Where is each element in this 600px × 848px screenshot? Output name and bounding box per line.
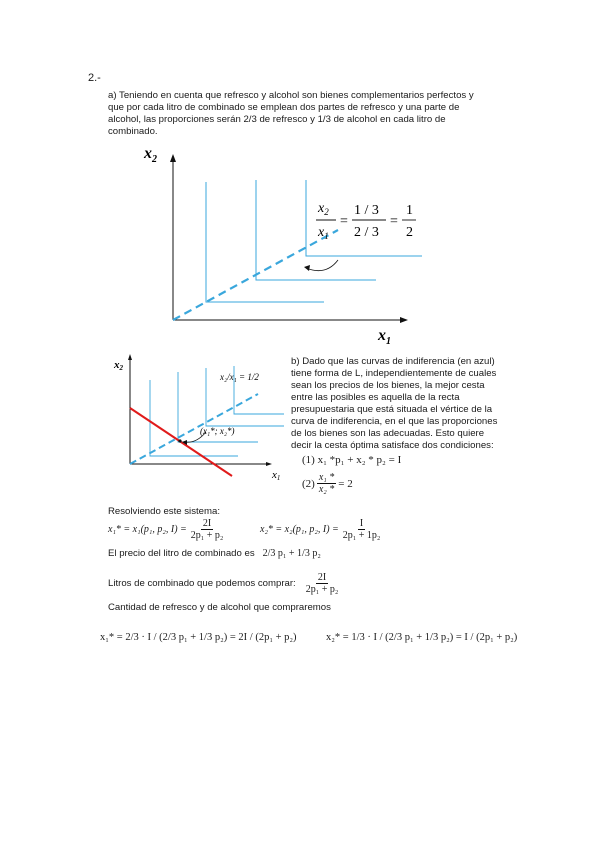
price-expression: 2/3 p₁ + 1/3 p₂ <box>262 548 321 559</box>
liters-line: Litros de combinado que podemos comprar: $\frac{2I}{\text{2p₁ + p₂}}$ <box>108 572 339 595</box>
graph1-x-arrow <box>400 317 408 323</box>
graph1-x-label: $x_1$ <box>378 327 391 347</box>
final-x2: x₂* = 1/3 · I / (2/3 p₁ + 1/3 p₂) = I / (2p₁ + p₂) <box>326 632 518 643</box>
price-line: El precio del litro de combinado es 2/3 p₁ + 1/3 p₂ <box>108 548 321 559</box>
part-a-line: alcohol, las proporciones serán 2/3 de refresco y 1/3 de alcohol en cada litro de <box>108 114 446 125</box>
graph1-frac3-den: 2 <box>406 225 413 240</box>
graph1-ratio-num: $x_2$ <box>318 201 329 217</box>
graph1-curved-arrow <box>306 260 338 271</box>
final-x1: x₁* = 2/3 · I / (2/3 p₁ + 1/3 p₂) = 2I / (2p₁ + p₂) <box>100 632 297 643</box>
part-a-line: combinado. <box>108 126 158 137</box>
part-b-line: b) Dado que las curvas de indiferencia (en azul) <box>291 356 495 367</box>
part-a-line: que por cada litro de combinado se emplean dos partes de refresco y una parte de <box>108 102 460 113</box>
graph1-indifference-curve-3 <box>306 180 422 256</box>
part-b-line: tiene forma de L, independientemente de cuales <box>291 368 497 379</box>
part-a-text <box>108 90 500 138</box>
part-b-text <box>291 356 515 452</box>
part-b-line: sean los precios de los bienes, la mejor cesta <box>291 380 485 391</box>
solving-label: Resolviendo este sistema: <box>108 506 220 517</box>
graph1-frac2-num: 1 / 3 <box>354 203 379 218</box>
condition-2: (2) $\frac{\text{x₁ *}}{\text{x₂ *}}$ = 2 <box>302 472 353 495</box>
graph1-y-arrow <box>170 154 176 162</box>
condition-1: (1) x₁ *p₁ + x₂ * p₂ = I <box>302 454 402 466</box>
part-b-line: de los bienes son las adecuadas. Esto quiere <box>291 428 485 439</box>
section-number: 2.- <box>88 72 101 84</box>
graph1-eq2: = <box>390 214 398 229</box>
condition2-fraction: $\frac{\text{x₁ *}}{\text{x₂ *}}$ <box>318 472 335 495</box>
graph2-expansion-path <box>130 394 258 464</box>
graph2-optimum-label: (x₁*; x₂*) <box>200 426 235 436</box>
solution-x2: x₂* = x₂(p₁, p₂, I) = $\frac{I}{\text{2p₁ + 1p₂}}$ <box>260 518 381 541</box>
part-a-line: a) Teniendo en cuenta que refresco y alcohol son bienes complementarios perfectos y <box>108 90 474 101</box>
solution-x1: x₁* = x₁(p₁, p₂, I) = $\frac{2I}{\text{2p₁ + p₂}}$ <box>108 518 224 541</box>
graph1-eq1: = <box>340 214 348 229</box>
graph2-y-label: x2 <box>114 359 123 372</box>
graph1-ratio-den: $x_1$ <box>318 225 329 241</box>
part-b-line: curva de indiferencia, en el que las proporciones <box>291 416 498 427</box>
graph2-optimum-point <box>178 439 181 442</box>
graph1-arrow-head <box>304 265 310 271</box>
part-b-line: decir la cesta óptima satisface dos condiciones: <box>291 440 494 451</box>
graph2-indifference-curve-1 <box>150 380 238 456</box>
part-b-line: entre las posibles es aquella de la recta <box>291 392 460 403</box>
graph-1 <box>140 140 430 347</box>
graph1-frac2-den: 2 / 3 <box>354 225 379 240</box>
quantity-label: Cantidad de refresco y de alcohol que compraremos <box>108 602 331 613</box>
graph2-x-label: x1 <box>272 469 281 482</box>
graph2-ratio: x₂/x₁ = 1/2 <box>220 372 259 382</box>
graph1-y-label: $x_2$ <box>144 145 157 165</box>
part-b-line: presupuestaria que está situada el vértice de la <box>291 404 493 415</box>
graph-2 <box>108 352 288 480</box>
graph1-frac3-num: 1 <box>406 203 413 218</box>
